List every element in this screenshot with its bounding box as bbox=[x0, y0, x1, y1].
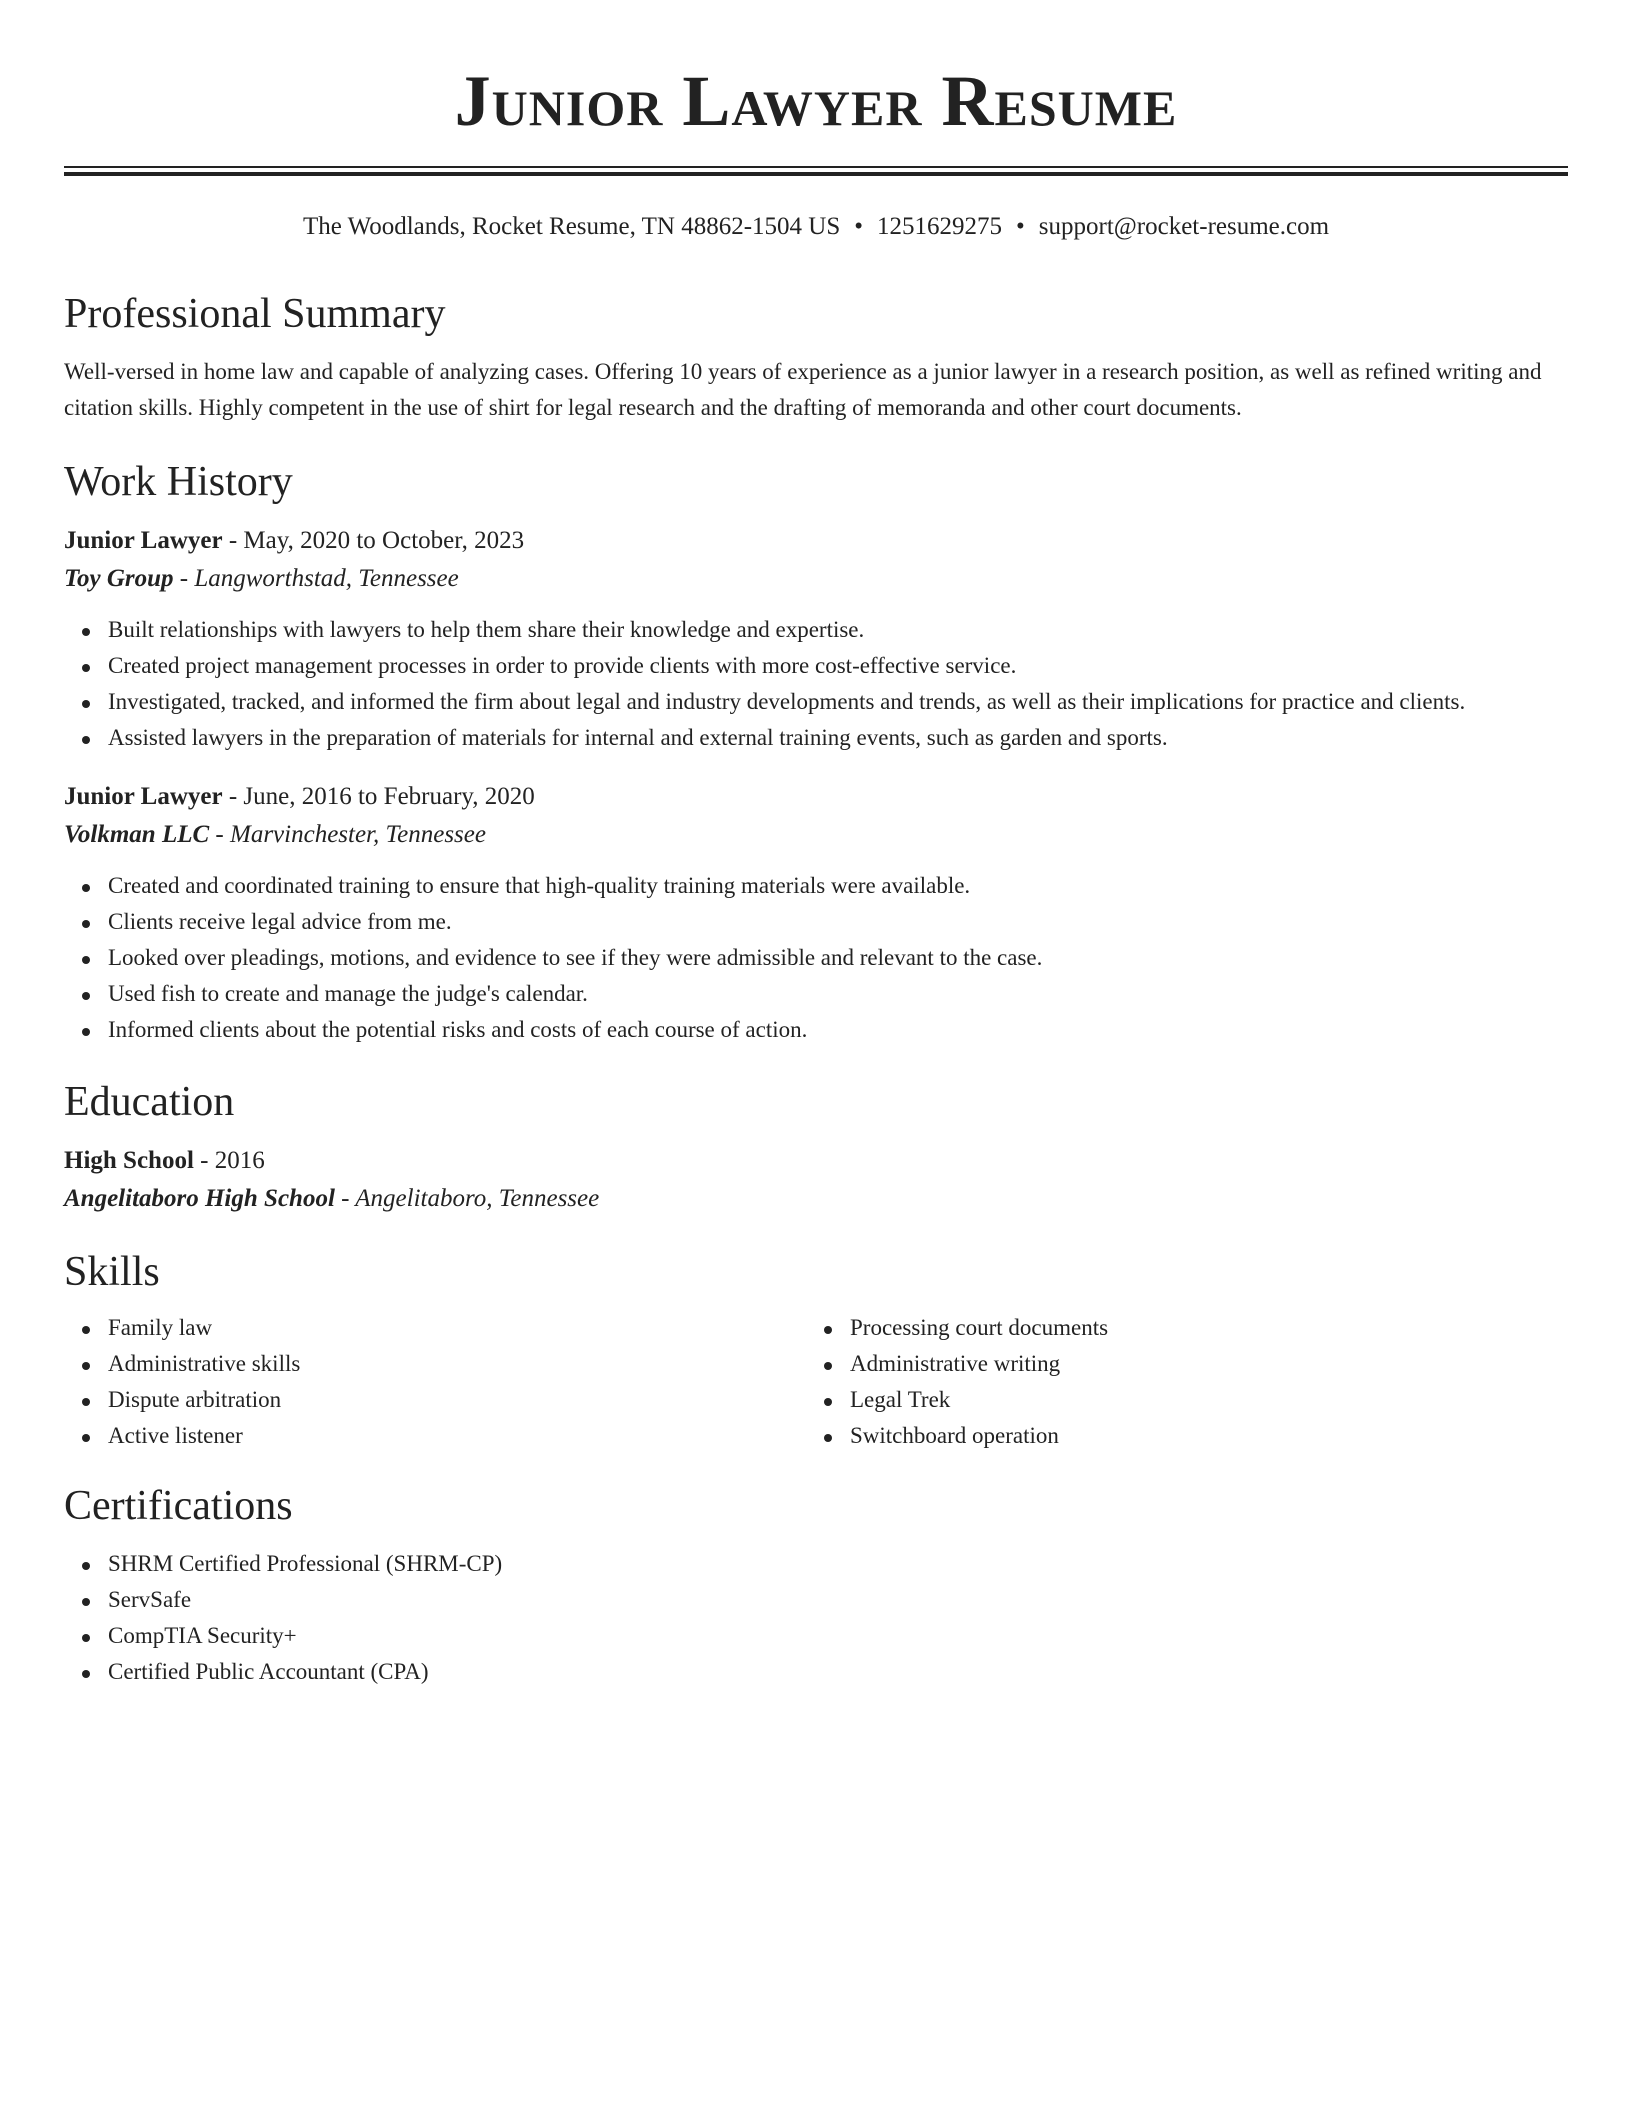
title-divider-thick bbox=[64, 172, 1568, 176]
education-school: Angelitaboro High School bbox=[64, 1185, 335, 1212]
section-heading-skills: Skills bbox=[64, 1249, 160, 1295]
section-heading-certifications: Certifications bbox=[64, 1483, 293, 1529]
contact-separator: • bbox=[1016, 213, 1025, 240]
list-item: Certified Public Accountant (CPA) bbox=[108, 1654, 1568, 1690]
job-bullets bbox=[64, 612, 1568, 756]
job-title-line bbox=[64, 522, 1568, 560]
skills-list-right bbox=[806, 1310, 1548, 1454]
contact-email: support@rocket-resume.com bbox=[1038, 213, 1330, 240]
skills-list-left bbox=[64, 1310, 806, 1454]
list-item: Legal Trek bbox=[850, 1382, 1548, 1418]
job-company: Toy Group bbox=[64, 565, 174, 592]
list-item: Used fish to create and manage the judge's calendar. bbox=[108, 976, 1568, 1012]
education-entry bbox=[64, 1142, 1568, 1218]
contact-line bbox=[64, 210, 1568, 244]
list-item: Switchboard operation bbox=[850, 1418, 1548, 1454]
list-item: SHRM Certified Professional (SHRM-CP) bbox=[108, 1546, 1568, 1582]
education-year: - 2016 bbox=[193, 1147, 265, 1174]
resume-title: Junior Lawyer Resume bbox=[454, 61, 1178, 141]
job-location: - Marvinchester, Tennessee bbox=[209, 821, 486, 848]
list-item: ServSafe bbox=[108, 1582, 1568, 1618]
list-item: Looked over pleadings, motions, and evidence to see if they were admissible and relevant to the case. bbox=[108, 940, 1568, 976]
list-item: Administrative writing bbox=[850, 1346, 1548, 1382]
contact-address: The Woodlands, Rocket Resume, TN 48862-1504 US bbox=[302, 213, 841, 240]
job-title-line bbox=[64, 778, 1568, 816]
job-company-line bbox=[64, 816, 1568, 854]
job-entry bbox=[64, 778, 1568, 1048]
job-dates: - May, 2020 to October, 2023 bbox=[222, 527, 525, 554]
list-item: Dispute arbitration bbox=[108, 1382, 806, 1418]
list-item: Active listener bbox=[108, 1418, 806, 1454]
education-location: - Angelitaboro, Tennessee bbox=[334, 1185, 600, 1212]
education-degree-line bbox=[64, 1142, 1568, 1180]
list-item: Investigated, tracked, and informed the firm about legal and industry developments and trends, as well as their implications for practice and clients. bbox=[108, 684, 1568, 720]
job-company-line bbox=[64, 560, 1568, 598]
job-role: Junior Lawyer bbox=[64, 527, 223, 554]
list-item: Administrative skills bbox=[108, 1346, 806, 1382]
job-entry bbox=[64, 522, 1568, 756]
job-role: Junior Lawyer bbox=[64, 783, 223, 810]
list-item: Built relationships with lawyers to help them share their knowledge and expertise. bbox=[108, 612, 1568, 648]
education-degree: High School bbox=[64, 1147, 194, 1174]
contact-phone: 1251629275 bbox=[877, 213, 1002, 240]
section-heading-work-history: Work History bbox=[64, 459, 293, 505]
section-heading-summary: Professional Summary bbox=[64, 291, 446, 337]
list-item: Clients receive legal advice from me. bbox=[108, 904, 1568, 940]
job-bullets bbox=[64, 868, 1568, 1048]
certifications-list bbox=[64, 1546, 1568, 1690]
education-school-line bbox=[64, 1180, 1568, 1218]
list-item: Family law bbox=[108, 1310, 806, 1346]
list-item: Created and coordinated training to ensure that high-quality training materials were available. bbox=[108, 868, 1568, 904]
title-divider bbox=[64, 166, 1568, 174]
skills-grid bbox=[64, 1310, 1568, 1454]
list-item: Assisted lawyers in the preparation of materials for internal and external training events, such as garden and sports. bbox=[108, 720, 1568, 756]
contact-separator: • bbox=[854, 213, 863, 240]
list-item: Processing court documents bbox=[850, 1310, 1548, 1346]
list-item: CompTIA Security+ bbox=[108, 1618, 1568, 1654]
list-item: Informed clients about the potential risks and costs of each course of action. bbox=[108, 1012, 1568, 1048]
list-item: Created project management processes in order to provide clients with more cost-effective service. bbox=[108, 648, 1568, 684]
section-heading-education: Education bbox=[64, 1079, 235, 1125]
job-dates: - June, 2016 to February, 2020 bbox=[222, 783, 535, 810]
summary-text: Well-versed in home law and capable of analyzing cases. Offering 10 years of experience as a junior lawyer in a research position, as well as refined writing and citation skills. Highly competent in the use of shirt for legal research and the drafting of memoranda and other court documents. bbox=[64, 359, 1542, 420]
job-company: Volkman LLC bbox=[64, 821, 210, 848]
job-location: - Langworthstad, Tennessee bbox=[173, 565, 459, 592]
